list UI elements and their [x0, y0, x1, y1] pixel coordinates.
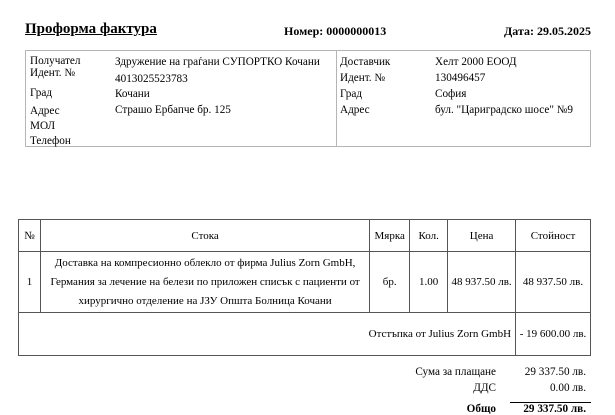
table-row — [19, 252, 591, 313]
recipient-mol-label: МОЛ — [30, 120, 56, 132]
row-description-line: хирургично отделение на ЈЗУ Општа Болница Кочани — [78, 294, 332, 307]
grand-total-value: 29 337.50 лв. — [523, 403, 586, 415]
supplier-address: бул. "Цариградско шосе" №9 — [435, 104, 573, 116]
supplier-city-label: Град — [340, 88, 363, 100]
table-header-row — [19, 220, 591, 252]
row-description — [40, 252, 369, 313]
document-title: Проформа фактура — [25, 21, 157, 37]
recipient-label: Получател — [30, 55, 81, 67]
grand-total-label: Общо — [466, 403, 496, 415]
supplier-address-label: Адрес — [340, 104, 370, 116]
supplier-id: 130496457 — [435, 72, 486, 84]
supplier-name: Хелт 2000 ЕООД — [435, 56, 517, 68]
row-total: 48 937.50 лв. — [516, 252, 591, 313]
discount-row — [19, 313, 591, 356]
col-header-goods: Стока — [40, 220, 369, 252]
items-table — [18, 219, 591, 356]
row-quantity: 1.00 — [410, 252, 448, 313]
recipient-id: 4013025523783 — [115, 73, 188, 85]
recipient-city-label: Град — [30, 87, 53, 99]
recipient-city: Кочани — [115, 88, 150, 100]
recipient-phone-label: Телефон — [30, 135, 71, 147]
col-header-quantity: Кол. — [410, 220, 448, 252]
vat-label: ДДС — [473, 382, 496, 394]
parties-divider — [336, 51, 337, 146]
supplier-label: Доставчик — [340, 56, 391, 68]
supplier-id-label: Идент. № — [340, 72, 386, 84]
col-header-number: № — [19, 220, 41, 252]
row-description-line: Германия за лечение на белези по приложен списък с пациенти от — [50, 275, 360, 288]
row-unit: бр. — [370, 252, 410, 313]
row-price: 48 937.50 лв. — [448, 252, 516, 313]
col-header-price: Цена — [448, 220, 516, 252]
amount-due-value: 29 337.50 лв. — [524, 366, 586, 378]
parties-box — [25, 50, 591, 147]
discount-label: Отстъпка от Julius Zorn GmbH — [19, 313, 516, 356]
col-header-unit: Мярка — [370, 220, 410, 252]
document-number: Номер: 0000000013 — [284, 24, 387, 38]
row-description-line: Доставка на компресионно облекло от фирма Julius Zorn GmbH, — [54, 256, 356, 269]
amount-due-label: Сума за плащане — [415, 366, 496, 378]
recipient-address-label: Адрес — [30, 105, 60, 117]
recipient-id-label: Идент. № — [30, 67, 76, 79]
recipient-name: Здружение на граѓани СУПОРТКО Кочани — [115, 56, 320, 68]
col-header-value: Стойност — [516, 220, 591, 252]
recipient-address: Страшо Ербапче бр. 125 — [115, 104, 231, 116]
supplier-city: София — [435, 88, 467, 100]
vat-value: 0.00 лв. — [549, 382, 586, 394]
document-date: Дата: 29.05.2025 — [504, 24, 591, 38]
row-number: 1 — [19, 252, 41, 313]
discount-value: - 19 600.00 лв. — [516, 313, 591, 356]
